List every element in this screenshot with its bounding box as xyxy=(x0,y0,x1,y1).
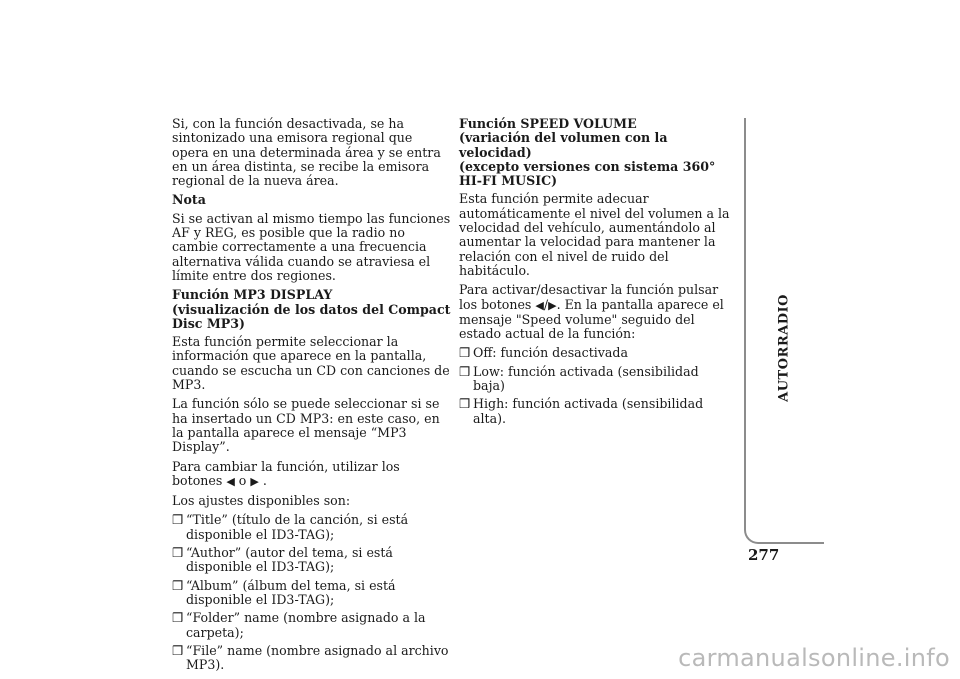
speed-heading-line-3: (excepto versiones con sistema 360° HI-FI MUSIC) xyxy=(459,158,716,189)
intro-paragraph: Si, con la función desactivada, se ha sintonizado una emisora regional que opera en una determinada área y se entra en un área distinta, se recibe la emisora regional de la nueva área. xyxy=(172,116,441,189)
list-item-author xyxy=(172,546,452,575)
mp3-p3-text-mid: o xyxy=(234,472,251,488)
bullet-box-icon: ❒ xyxy=(172,512,184,528)
mp3-p3-text-post: . xyxy=(258,472,267,488)
list-item-text: “File” name (nombre asignado al archivo MP3). xyxy=(186,642,449,673)
right-column xyxy=(459,117,734,430)
list-item-off xyxy=(459,346,734,360)
bullet-box-icon: ❒ xyxy=(459,396,471,412)
list-item-title xyxy=(172,513,452,542)
nota-heading: Nota xyxy=(172,192,206,208)
list-item-text: Low: función activada (sensibilidad baja) xyxy=(473,363,699,394)
section-tab-label: AUTORRADIO xyxy=(776,294,792,402)
watermark: carmanualsonline.info xyxy=(678,644,950,672)
list-item-text: “Folder” name (nombre asignado a la carpeta); xyxy=(186,610,426,640)
bullet-box-icon: ❒ xyxy=(459,363,471,379)
list-item-album xyxy=(172,579,452,608)
speed-p2-separator: / xyxy=(543,296,549,312)
mp3-paragraph-1: Esta función permite seleccionar la información que aparece en la pantalla, cuando se escucha un CD con canciones de MP3. xyxy=(172,334,450,393)
mp3-paragraph-3 xyxy=(172,460,452,490)
right-arrow-icon: ▶ xyxy=(250,474,259,488)
list-item-file xyxy=(172,644,452,673)
settings-intro: Los ajustes disponibles son: xyxy=(172,493,351,509)
speed-heading-line-1: Función SPEED VOLUME xyxy=(459,116,637,131)
mp3-heading-line-1: Función MP3 DISPLAY xyxy=(172,287,333,303)
list-item-high xyxy=(459,397,734,426)
left-arrow-icon: ◀ xyxy=(535,298,544,312)
mp3-p3-text-pre: Para cambiar la función, utilizar los botones xyxy=(172,458,400,488)
list-item-low xyxy=(459,365,734,394)
speed-p2-text-pre: Para activar/desactivar la función pulsar los botones xyxy=(459,282,719,312)
list-item-text: “Album” (álbum del tema, si está disponible el ID3-TAG); xyxy=(186,577,396,607)
list-item-folder xyxy=(172,611,452,640)
speed-volume-heading xyxy=(459,117,734,188)
list-item-text: “Title” (título de la canción, si está disponible el ID3-TAG); xyxy=(186,512,409,542)
mp3-heading-line-2: (visualización de los datos del Compact Disc MP3) xyxy=(172,301,451,331)
right-arrow-icon: ▶ xyxy=(548,298,557,312)
page-number: 277 xyxy=(748,546,780,564)
speed-paragraph-1: Esta función permite adecuar automáticamente el nivel del volumen a la velocidad del vehículo, aumentándolo al aumentar la velocidad para mantener la relación con el nivel de ruido del habitáculo. xyxy=(459,191,730,278)
left-arrow-icon: ◀ xyxy=(226,474,235,488)
speed-p2-text-post: . En la pantalla aparece el mensaje "Speed volume" seguido del estado actual de la función: xyxy=(459,296,724,342)
list-item-text: High: función activada (sensibilidad alta). xyxy=(473,396,704,426)
speed-paragraph-2 xyxy=(459,283,734,341)
left-column xyxy=(172,117,452,676)
speed-heading-line-2: (variación del volumen con la velocidad) xyxy=(459,130,668,160)
mp3-paragraph-2: La función sólo se puede seleccionar si se ha insertado un CD MP3: en este caso, en la pantalla aparece el mensaje “MP3 Display”. xyxy=(172,396,440,455)
bullet-box-icon: ❒ xyxy=(172,610,184,626)
list-item-text: “Author” (autor del tema, si está disponible el ID3-TAG); xyxy=(186,545,393,575)
mp3-display-heading xyxy=(172,288,452,331)
nota-paragraph: Si se activan al mismo tiempo las funciones AF y REG, es posible que la radio no cambie correctamente a una frecuencia alternativa válida cuando se atraviesa el límite entre dos regiones. xyxy=(172,210,451,283)
bullet-box-icon: ❒ xyxy=(172,642,184,658)
bullet-box-icon: ❒ xyxy=(459,345,471,361)
list-item-text: Off: función desactivada xyxy=(473,345,628,361)
bullet-box-icon: ❒ xyxy=(172,577,184,593)
bullet-box-icon: ❒ xyxy=(172,545,184,561)
